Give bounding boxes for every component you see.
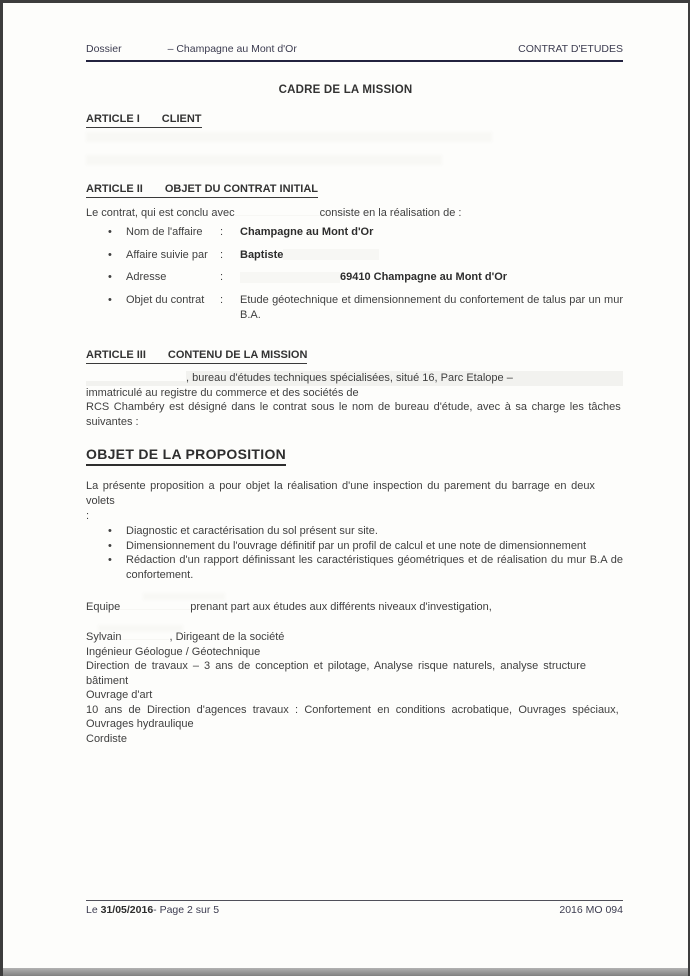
page-header [86,43,623,62]
detail-label: Objet du contrat [126,293,205,306]
redacted-company-name [120,609,190,610]
article-3-heading [86,349,307,364]
detail-value: Champagne au Mont d'Or [240,226,374,238]
bullet-icon: • [108,525,112,537]
proposition-bullet-1 [86,524,623,539]
footer-page-info: - Page 2 sur 5 [153,904,220,916]
bullet-icon: • [108,554,112,566]
detail-value [240,248,623,263]
team-line-direction: Direction de travaux – 3 ans de conception et pilotage, Analyse risque naturels, analyse structure bâtiment [86,660,587,687]
client-details-list [86,225,623,330]
detail-colon: : [220,293,224,306]
detail-value: Etude géotechnique et dimensionnement du confortement de talus par un mur B.A. [240,293,623,321]
team-intro [86,600,623,615]
team-line-ouvrage: Ouvrage d'art [86,689,153,701]
detail-colon: : [220,248,224,261]
article-1-number: ARTICLE I [86,113,140,125]
header-right-title: CONTRAT D'ETUDES [518,43,623,55]
team-line-engineer: Ingénieur Géologue / Géotechnique [86,645,261,658]
redacted-street-address [240,272,340,283]
article-2-heading [86,183,318,198]
detail-colon: : [220,226,224,238]
proposition-bullet-3-text: Rédaction d'un rapport définissant les caractéristiques géométriques et de réalisation du mur B.A de confortement. [126,554,623,581]
bullet-icon: • [108,293,112,306]
contract-intro-after: consiste en la réalisation de : [319,207,462,219]
detail-label: Adresse [126,271,167,283]
footer-date-prefix: Le [86,904,101,916]
team-line-cordiste: Cordiste [86,732,127,745]
mission-line-1 [86,371,623,386]
detail-row-objet [86,293,623,323]
team-block [86,630,623,746]
footer-reference: 2016 MO 094 [559,904,623,916]
proposition-intro [86,479,623,524]
footer-left [86,904,219,916]
footer-date: 31/05/2016 [100,904,154,916]
redacted-lead-surname [121,639,169,640]
bullet-icon: • [108,226,112,238]
proposition-bullet-2-text: Dimensionnement du l'ouvrage définitif par un profil de calcul et une note de dimensionnement [126,539,587,552]
redacted-client-line-1 [86,132,492,142]
page-bottom-edge [3,968,688,976]
redacted-client-name [235,215,320,216]
redacted-team-note [143,593,225,600]
detail-row-affaire [86,225,623,240]
team-lead-line [86,630,623,645]
team-intro-label: Equipe [86,601,121,613]
proposition-bullet-1-text: Diagnostic et caractérisation du sol présent sur site. [126,525,378,537]
team-intro-suffix: prenant part aux études aux différents niveaux d'investigation, [190,601,492,613]
header-left [86,43,297,55]
bullet-icon: • [108,271,112,283]
mission-line-4: suivantes : [86,415,139,428]
detail-label: Nom de l'affaire [126,226,203,238]
mission-line-2: immatriculé au registre du commerce et des sociétés de [86,386,359,399]
redacted-client-line-2 [86,155,442,165]
article-2-title: OBJET DU CONTRAT INITIAL [164,183,319,195]
bullet-icon: • [108,539,112,552]
contract-intro [86,206,623,221]
proposition-intro-line-1: La présente proposition a pour objet la réalisation d'une inspection du parement du barrage en deux volets [86,480,595,507]
proposition-heading [86,446,286,466]
article-3-title: CONTENU DE LA MISSION [167,349,308,361]
team-lead-role: , Dirigeant de la société [169,631,285,643]
mission-line-1-text: , bureau d'études techniques spécialisées, situé 16, Parc Etalope – [186,372,513,384]
contract-intro-before: Le contrat, qui est conclu avec [86,207,235,219]
article-1-title: CLIENT [161,113,202,125]
detail-colon: : [220,271,224,283]
article-3-number: ARTICLE III [86,349,146,361]
detail-label: Affaire suivie par [126,248,208,261]
team-lead-first-name: Sylvain [86,631,122,643]
detail-row-suivie-par [86,248,623,263]
proposition-bullet-list [86,524,623,582]
detail-value [240,270,623,285]
article-2-number: ARTICLE II [86,183,143,195]
proposition-heading-text: OBJET DE LA PROPOSITION [86,446,286,466]
team-line-experience: 10 ans de Direction d'agences travaux : Confortement en conditions acrobatique, Ouvrages spéciaux, [86,703,619,716]
article-1-heading [86,113,202,128]
proposition-bullet-2 [86,539,623,554]
team-line-hydraulique: Ouvrages hydraulique [86,718,194,730]
document-title: CADRE DE LA MISSION [278,84,413,96]
proposition-bullet-3 [86,553,623,582]
redacted-company-name [86,371,186,381]
redacted-surname [283,249,379,260]
page-footer [86,900,623,916]
detail-value-bold: Baptiste [240,248,284,261]
detail-value-bold: 69410 Champagne au Mont d'Or [340,271,508,283]
proposition-intro-line-2: : [86,510,90,522]
mission-line-3: RCS Chambéry est désigné dans le contrat sous le nom de bureau d'étude, avec à sa charge les tâches [86,401,621,414]
mission-paragraph [86,371,623,429]
dossier-label: Dossier [86,43,122,55]
dossier-project: – Champagne au Mont d'Or [167,43,297,55]
detail-row-adresse [86,270,623,285]
bullet-icon: • [108,248,112,261]
